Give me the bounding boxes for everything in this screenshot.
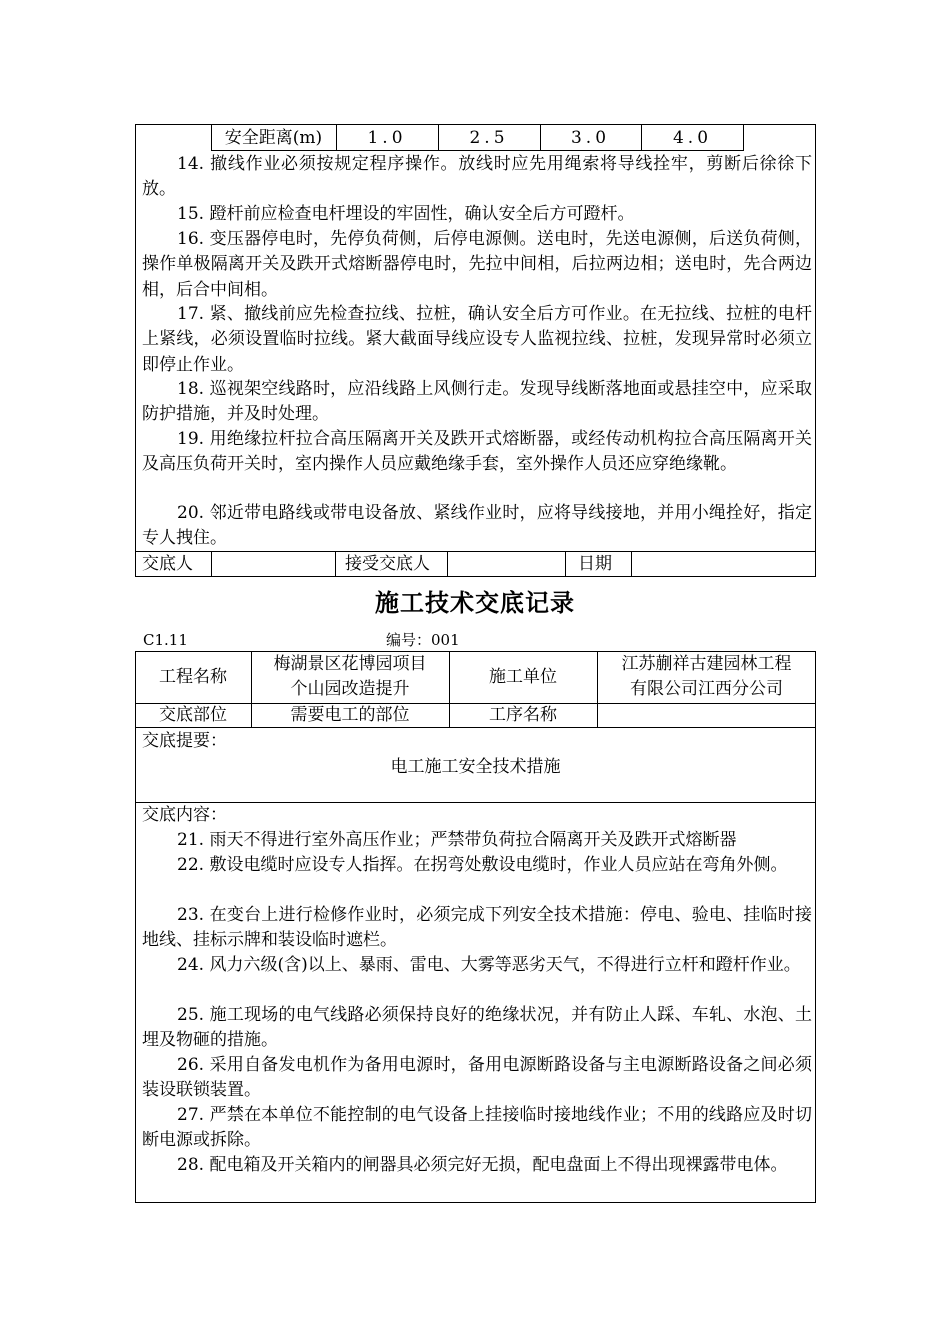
summary-text: 电工施工安全技术措施	[390, 757, 561, 777]
clause-24: 24. 风力六级(含)以上、暴雨、雷电、大雾等恶劣天气，不得进行立杆和蹬杆作业。	[177, 955, 801, 975]
clause-15: 15. 蹬杆前应检查电杆埋设的牢固性，确认安全后方可蹬杆。	[177, 204, 635, 224]
clause-21: 21. 雨天不得进行室外高压作业；严禁带负荷拉合隔离开关及跌开式熔断器	[177, 830, 737, 850]
clause-27: 27. 严禁在本单位不能控制的电气设备上挂接临时接地线作业；不用的线路应及时切断电源或拆除。	[142, 1105, 812, 1151]
clause-22: 22. 敷设电缆时应设专人指挥。在拐弯处敷设电缆时，作业人员应站在弯角外侧。	[177, 855, 788, 875]
process-name-label: 工序名称	[489, 705, 557, 725]
clause-18: 18. 巡视架空线路时，应沿线路上风侧行走。发现导线断落地面或悬挂空中，应采取防护措施，并及时处理。	[142, 379, 812, 425]
construction-unit-label: 施工单位	[489, 667, 557, 687]
distance-label: 安全距离(m)	[224, 128, 323, 148]
clause-26: 26. 采用自备发电机作为备用电源时，备用电源断路设备与主电源断路设备之间必须装设联锁装置。	[142, 1055, 812, 1101]
handover-part-value: 需要电工的部位	[290, 705, 410, 725]
project-name-label: 工程名称	[159, 667, 227, 687]
signature-row-top	[135, 551, 816, 552]
clause-23: 23. 在变台上进行检修作业时，必须完成下列安全技术措施：停电、验电、挂临时接地线、挂标示牌和装设临时遮栏。	[142, 905, 812, 951]
form-code: C1.11	[143, 631, 188, 649]
signature-divider	[565, 551, 566, 577]
distance-value: 2.5	[469, 128, 509, 148]
signature-divider	[211, 551, 212, 577]
construction-unit-value: 有限公司江西分公司	[630, 679, 783, 699]
distance-value: 1.0	[367, 128, 407, 148]
grid-line	[135, 802, 816, 803]
signature-divider	[631, 551, 632, 577]
distance-value: 3.0	[570, 128, 611, 148]
clause-20: 20. 邻近带电路线或带电设备放、紧线作业时，应将导线接地，并用小绳拴好，指定专人拽住。	[142, 503, 812, 549]
clause-25: 25. 施工现场的电气线路必须保持良好的绝缘状况，并有防止人踩、车轧、水泡、土埋及物砸的措施。	[142, 1005, 812, 1051]
signature-divider	[335, 551, 336, 577]
project-name-value: 梅湖景区花博园项目	[273, 654, 427, 674]
construction-unit-value: 江苏蒯祥古建园林工程	[621, 654, 792, 674]
content-label: 交底内容：	[142, 805, 227, 825]
clause-19: 19. 用绝缘拉杆拉合高压隔离开关及跌开式熔断器，或经传动机构拉合高压隔离开关及高压负荷开关时，室内操作人员应戴绝缘手套，室外操作人员还应穿绝缘靴。	[142, 429, 812, 475]
signature-divider	[447, 551, 448, 577]
date-label: 日期	[578, 554, 612, 574]
receiver-label: 接受交底人	[345, 554, 430, 574]
clause-16: 16. 变压器停电时，先停负荷侧，后停电源侧。送电时，先送电源侧，后送负荷侧，操作单极隔离开关及跌开式熔断器停电时，先拉中间相，后拉两边相；送电时，先合两边相，后合中间相。	[142, 229, 812, 300]
clause-28: 28. 配电箱及开关箱内的闸器具必须完好无损，配电盘面上不得出现裸露带电体。	[177, 1155, 788, 1175]
page-title: 施工技术交底记录	[375, 588, 575, 617]
summary-label: 交底提要：	[142, 731, 227, 751]
distance-value: 4.0	[672, 128, 713, 148]
document-number: 编号：001	[386, 631, 460, 649]
clause-14: 14. 撤线作业必须按规定程序操作。放线时应先用绳索将导线拴牢，剪断后徐徐下放。	[142, 154, 812, 200]
handover-person-label: 交底人	[142, 554, 193, 574]
handover-part-label: 交底部位	[159, 705, 227, 725]
clause-17: 17. 紧、撤线前应先检查拉线、拉桩，确认安全后方可作业。在无拉线、拉桩的电杆上紧线，必须设置临时拉线。紧大截面导线应设专人监视拉线、拉桩，发现异常时必须立即停止作业。	[142, 304, 812, 375]
project-name-value: 个山园改造提升	[290, 679, 410, 699]
